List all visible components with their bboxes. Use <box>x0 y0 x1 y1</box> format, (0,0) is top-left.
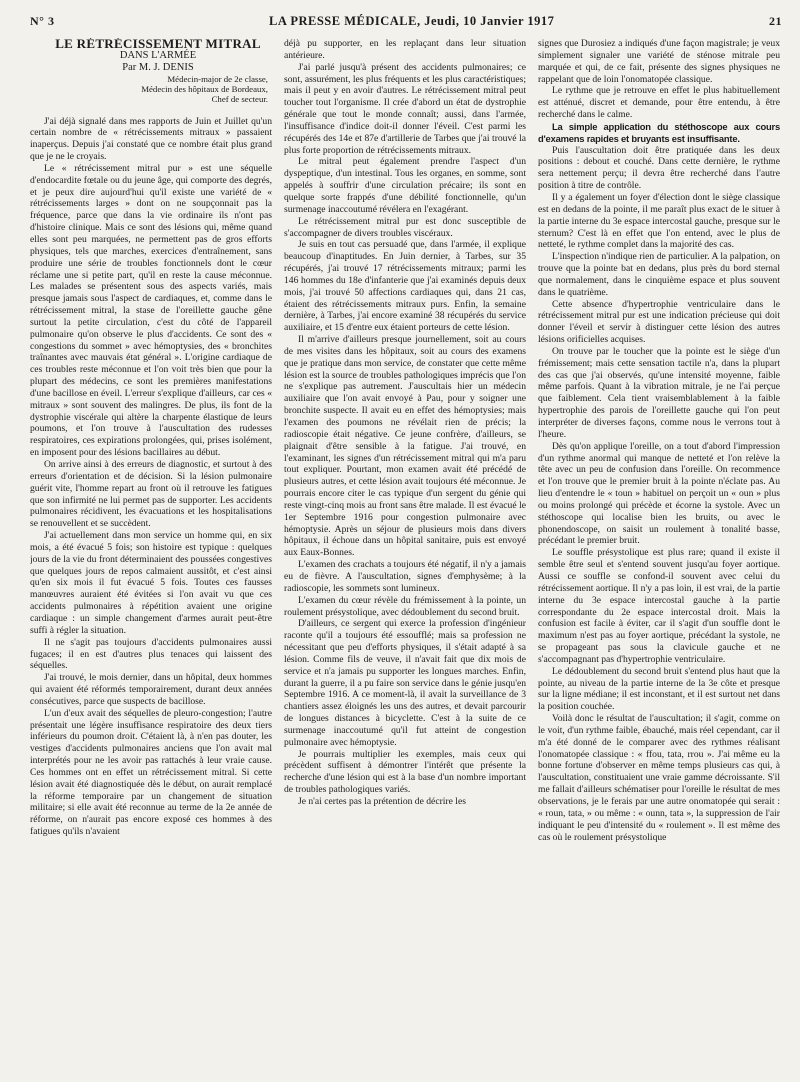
article-title: LE RÉTRÉCISSEMENT MITRAL <box>55 38 261 51</box>
credential-line: Chef de secteur. <box>211 93 268 104</box>
paragraph: Il ne s'agit pas toujours d'accidents pulmonaires aussi fugaces; il en est d'autres plus tenaces qui laissent des séquelles. <box>30 636 272 672</box>
credential-line: Médecin-major de 2e classe, <box>167 73 268 84</box>
column-3 <box>538 38 780 1078</box>
text-columns <box>30 38 782 1078</box>
paragraph: On arrive ainsi à des erreurs de diagnostic, et surtout à des erreurs d'orientation et de décision. Si la lésion pulmonaire guérit vite, l'homme repart au front où il retrouve les fatigues que son infirmité ne lui permet pas de supporter. Les accidents pulmonaires récidivent, les évacuations et les hospitalisations se renouvellent et se succèdent. <box>30 459 272 530</box>
paragraph: signes que Durosiez a indiqués d'une façon magistrale; je veux simplement signaler une variété de sténose mitrale peu marquée et qui, de ce fait, présente des signes physiques ne rappelant que de loin l'onomatopée classique. <box>538 38 780 85</box>
paragraph: J'ai trouvé, le mois dernier, dans un hôpital, deux hommes qui avaient été réformés temporairement, durant deux années consécutives, parce que suspects de bacillose. <box>30 672 272 707</box>
article-author: Par M. J. DENIS <box>122 61 194 73</box>
column-2 <box>284 38 526 1078</box>
paragraph: L'inspection n'indique rien de particulier. A la palpation, on trouve que la pointe bat en dedans, plus près du bord sternal que normalement, dans le cinquième espace et plus souvent dans le quatrième. <box>538 251 780 298</box>
paragraph: Le rétrécissement mitral pur est donc susceptible de s'accompagner de divers troubles viscéraux. <box>284 215 526 239</box>
paragraph: L'un d'eux avait des séquelles de pleuro-congestion; l'autre présentait une légère insuffisance respiratoire des deux tiers inférieurs du poumon droit. C'étaient là, à n'en pas douter, les vestiges d'accidents pulmonaires anciens que l'on avait mal interprétés pour ne les avoir pas rattachés à leur vraie cause. Ces hommes ont en effet un rétrécissement mitral. Si cette lésion avait été diagnostiquée dès le début, on aurait remplacé la réforme temporaire par un changement de situation militaire; si elle avait été reconnue au terme de la 2e année de réforme, on n'aurait pas encore exposé ces hommes à des fatigues qu'ils n'avaient <box>30 707 272 838</box>
credential-line: Médecin des hôpitaux de Bordeaux, <box>141 83 268 94</box>
paragraph: Le mitral peut également prendre l'aspect d'un dyspeptique, d'un intestinal. Tous les organes, en somme, sont appelés à souffrir d'une circulation précaire; ils sont en quelque sorte frappés d'une débilité fonctionnelle, qu'un surmenage inaccoutumé révélera en l'exagérant. <box>284 156 526 215</box>
paragraph: L'examen des crachats a toujours été négatif, il n'y a jamais eu de fièvre. A l'auscultation, signes d'emphysème; à la radioscopie, les sommets sont lumineux. <box>284 559 526 594</box>
paragraph: Le dédoublement du second bruit s'entend plus haut que la pointe, au niveau de la partie interne de la 3e côte et presque sur la ligne médiane; il est inconstant, et il est surtout net dans la position couchée. <box>538 665 780 713</box>
journal-title: LA PRESSE MÉDICALE, Jeudi, 10 Janvier 1917 <box>269 14 555 28</box>
paragraph: Je suis en tout cas persuadé que, dans l'armée, il explique beaucoup d'inaptitudes. En Juin dernier, à Tarbes, sur 35 récupérés, j'ai trouvé 17 rétrécissements mitraux; parmi les 146 hommes du 18e d'infanterie que j'ai examinés depuis deux mois, j'ai trouvé 50 affections cardiaques qui, dans 21 cas, étaient des rétrécissements mitraux purs. Enfin, la semaine dernière, à Tarbes, j'ai encore examiné 38 récupérés du service auxiliaire, et 15 d'entre eux étaient porteurs de cette lésion. <box>284 239 526 334</box>
paragraph: Le rythme que je retrouve en effet le plus habituellement est atténué, discret et demande, pour être entendu, à être recherché dans le calme. <box>538 85 780 121</box>
article-subtitle: DANS L'ARMÉE <box>119 49 197 61</box>
paragraph: D'ailleurs, ce sergent qui exerce la profession d'ingénieur raconte qu'il a toujours été essoufflé; mais sa profession ne nécessitant que peu d'efforts physiques, il s'était adapté à sa lésion. Comme fils de veuve, il n'avait fait que dix mois de service et n'a jamais pu supporter les longues marches. Enfin, durant la guerre, il a pu faire son service dans le génie jusqu'en Septembre 1916. A ce moment-là, il avait la surveillance de 3 chantiers assez éloignés les uns des autres, et devait parcourir de longues distances à bicyclette. C'est à la suite de ce surmenage inaccoutumé qu'il fut atteint de congestion pulmonaire avec hémoptysie. <box>284 618 526 748</box>
paragraph: Puis l'auscultation doit être pratiquée dans les deux positions : debout et couché. Dans cette dernière, le rythme sera nettement perçu; il devra être recherché dans l'autre position à titre de contrôle. <box>538 144 780 192</box>
paragraph: Je pourrais multiplier les exemples, mais ceux qui précèdent suffisent à démontrer l'intérêt que présente la recherche d'une lésion qui est à la base d'un nombre important de troubles pathologiques variés. <box>284 748 526 796</box>
paragraph: J'ai parlé jusqu'à présent des accidents pulmonaires; ce sont, assurément, les plus fréquents et les plus caractéristiques; mais il peut y en avoir d'autres. Le rétrécissement mitral peut toucher tout l'organisme. Il crée d'abord un état de dystrophie générale que tout le monde connaît; aussi, dans l'armée, l'insuffisance d'indice doit-il donner l'éveil. C'est parmi les récupérés des 14e et 87e d'artillerie de Tarbes que j'ai trouvé la plus forte proportion de rétrécissements mitraux. <box>284 61 526 156</box>
paragraph: On trouve par le toucher que la pointe est le siège d'un frémissement; mais cette sensation tactile n'a, dans la plupart des cas que j'ai observés, qu'une intensité moyenne, faible même parfois. Quant à la vibration mitrale, je ne l'ai perçue que faiblement. Cela tient vraisemblablement à la faible hypertrophie des parois de l'oreillette gauche qui l'on peut interpréter de diverses façons, comme nous le verrons tout à l'heure. <box>538 345 780 440</box>
paragraph: Voilà donc le résultat de l'auscultation; il s'agit, comme on le voit, d'un rythme faible, ébauché, mais réel cependant, car il m'a été donné de le comparer avec des rythmes réalisant l'onomatopée classique : « ffou, tata, rrou ». J'ai même eu la bonne fortune d'observer en même temps plusieurs cas qui, à l'auscultation, constituaient une vraie gamme décroissante. S'il me fallait d'ailleurs schématiser pour l'oreille le résultat de mes observations, je le ferais par une autre onomatopée qui serait : « roun, tata, » ou même : « ounn, tata », la suppression de l'air indiquant le peu d'intensité du « roulement ». Il est même des cas où le roulement présystolique <box>538 713 780 843</box>
paragraph: Je n'ai certes pas la prétention de décrire les <box>298 796 466 807</box>
paragraph: Il m'arrive d'ailleurs presque journellement, soit au cours de mes visites dans les hôpitaux, soit au cours des examens que je pratique dans mon service, de constater que cette même lésion est la source de troubles pathologiques imprécis que l'on ne s'explique pas autrement. J'auscultais hier un médecin auxiliaire que l'on avait envoyé à Pau, pour y soigner une bronchite suspecte. Il avait eu en effet des hémoptysies; mais l'examen des poumons ne révélait rien de précis; la radioscopie était négative. Ce jeune confrère, d'ailleurs, se plaignait d'être sensible à la fatigue. J'ai trouvé, en l'examinant, les signes d'un rétrécissement mitral qui m'a paru tout expliquer. Pourtant, mon examen avait été précédé de plusieurs autres, et cette lésion avait toujours été méconnue. Je pourrais encore citer le cas typique d'un sergent du génie qui reste vingt-cinq mois au front sans être malade. Il est évacué le 1er Septembre 1916 pour congestion pulmonaire avec hémoptysie. Après un séjour de plusieurs mois dans divers hôpitaux, il échoue dans un hôpital sanitaire, puis est envoyé aux Eaux-Bonnes. <box>284 334 526 559</box>
paragraph: Le « rétrécissement mitral pur » est une séquelle d'endocardite fœtale ou du jeune âge, qui comporte des degrés, et je peux dire aujourd'hui qu'il existe une variété de « rétrécissements larges » dont on ne soupçonnait pas la fréquence, parce que dans la vie ordinaire ils n'ont pas d'histoire clinique. Mais ce sont des lésions qui, même quand elles sont peu marquées, ne permettent pas de gros efforts physiques, tels que marches, exercices d'entraînement, sans produire une série de troubles fonctionnels dont le cœur réclame une si petite part, qu'il en reste la cause méconnue. Les malades se présentent sous des aspects variés, mais presque jamais sous l'aspect de cardiaques, et, comme dans le rétrécissement mitral, la stase de l'oreillette gauche gêne surtout la petite circulation, c'est du côté de l'appareil pulmonaire qu'on observe le plus d'accidents. Ce sont des « congestions du sommet » avec hémoptysies, des « bronchites traînantes avec mauvais état général ». L'origine cardiaque de ces troubles reste méconnue et l'on voit très bien que pour la plupart des médecins, ce sont les premières manifestations d'une bacillose en éveil. L'erreur s'explique d'ailleurs, car ces « mitraux » sont souvent des malingres. De plus, ils font de la dystrophie viscérale qui altère la charpente élastique de leurs poumons, et l'on trouve à l'auscultation des rudesses respiratoires, ces expirations prolongées, qui, prises isolément, en imposent pour des lésions bacillaires au début. <box>30 162 272 459</box>
page-number: 21 <box>769 14 782 28</box>
paragraph: Cette absence d'hypertrophie ventriculaire dans le rétrécissement mitral pur est une indication précieuse qui doit donner l'éveil et servir à distinguer cette lésion des autres lésions orificielles acquises. <box>538 298 780 346</box>
column-1 <box>30 38 272 1078</box>
issue-number: N° 3 <box>30 14 55 28</box>
highlighted-statement: La simple application du stéthoscope aux cours d'examens rapides et bruyants est insuffisante. <box>538 120 780 144</box>
paragraph: L'examen du cœur révèle du frémissement à la pointe, un roulement présystolique, avec dédoublement du second bruit. <box>284 594 526 618</box>
paragraph: Il y a également un foyer d'élection dont le siège classique est en dedans de la pointe, il me paraît plus exact de le situer à la partie interne du 3e espace intercostal gauche, presque sur le sternum? C'est là en effet que l'on entend, avec le plus de netteté, le rythme complet dans la majorité des cas. <box>538 191 780 251</box>
paragraph: J'ai déjà signalé dans mes rapports de Juin et Juillet qu'un certain nombre de « rétrécissements mitraux » passaient inaperçus. Depuis j'ai constaté que ce nombre était plus grand que je ne le croyais. <box>30 115 272 163</box>
paragraph: J'ai actuellement dans mon service un homme qui, en six mois, a été évacué 5 fois; son histoire est typique : quelques jours de la vie du front déterminaient des poussées congestives que quelques jours de repos calmaient aussitôt, et c'est ainsi qu'en six mois il fut évacué 5 fois. Toutes ces fausses manœuvres auraient été évitées si l'on avait vu que ces accidents pulmonaires à répétition avaient une origine cardiaque : un simple changement d'armes aurait peut-être suffi à régler la situation. <box>30 530 272 636</box>
paragraph: déjà pu supporter, en les replaçant dans leur situation antérieure. <box>284 38 526 61</box>
paragraph: Dès qu'on applique l'oreille, on a tout d'abord l'impression d'un rythme anormal qui manque de netteté et l'on relève la tête avec un peu de confusion dans l'oreille. On recommence et l'on trouve que le premier bruit à la pointe n'éclate pas. Au lieu d'entendre le « toun » habituel on perçoit un « oun » plus ou moins prolongé qui précède et écorne la systole. Avec un stéthoscope qui localise bien les bruits, ou avec le phonendoscope, on saisit un roulement à tonalité basse, précédant le premier bruit. <box>538 440 780 547</box>
author-credentials <box>30 74 268 104</box>
page-header <box>30 14 782 34</box>
paragraph: Le souffle présystolique est plus rare; quand il existe il semble être seul et s'entend souvent jusqu'au foyer aortique. Aussi ce souffle se confond-il souvent avec celui du rétrécissement aortique. Il n'y a pas loin, il est vrai, de la partie interne du 3e espace intercostal gauche à la partie correspondante du 2e espace intercostal droit. Mais la confusion est facile à éviter, car il s'agit d'un souffle dont le maximum n'est pas au foyer aortique, précédant la systole, ne se propageant pas sous la clavicule gauche et ne s'accompagnant pas d'hypertrophie ventriculaire. <box>538 547 780 665</box>
